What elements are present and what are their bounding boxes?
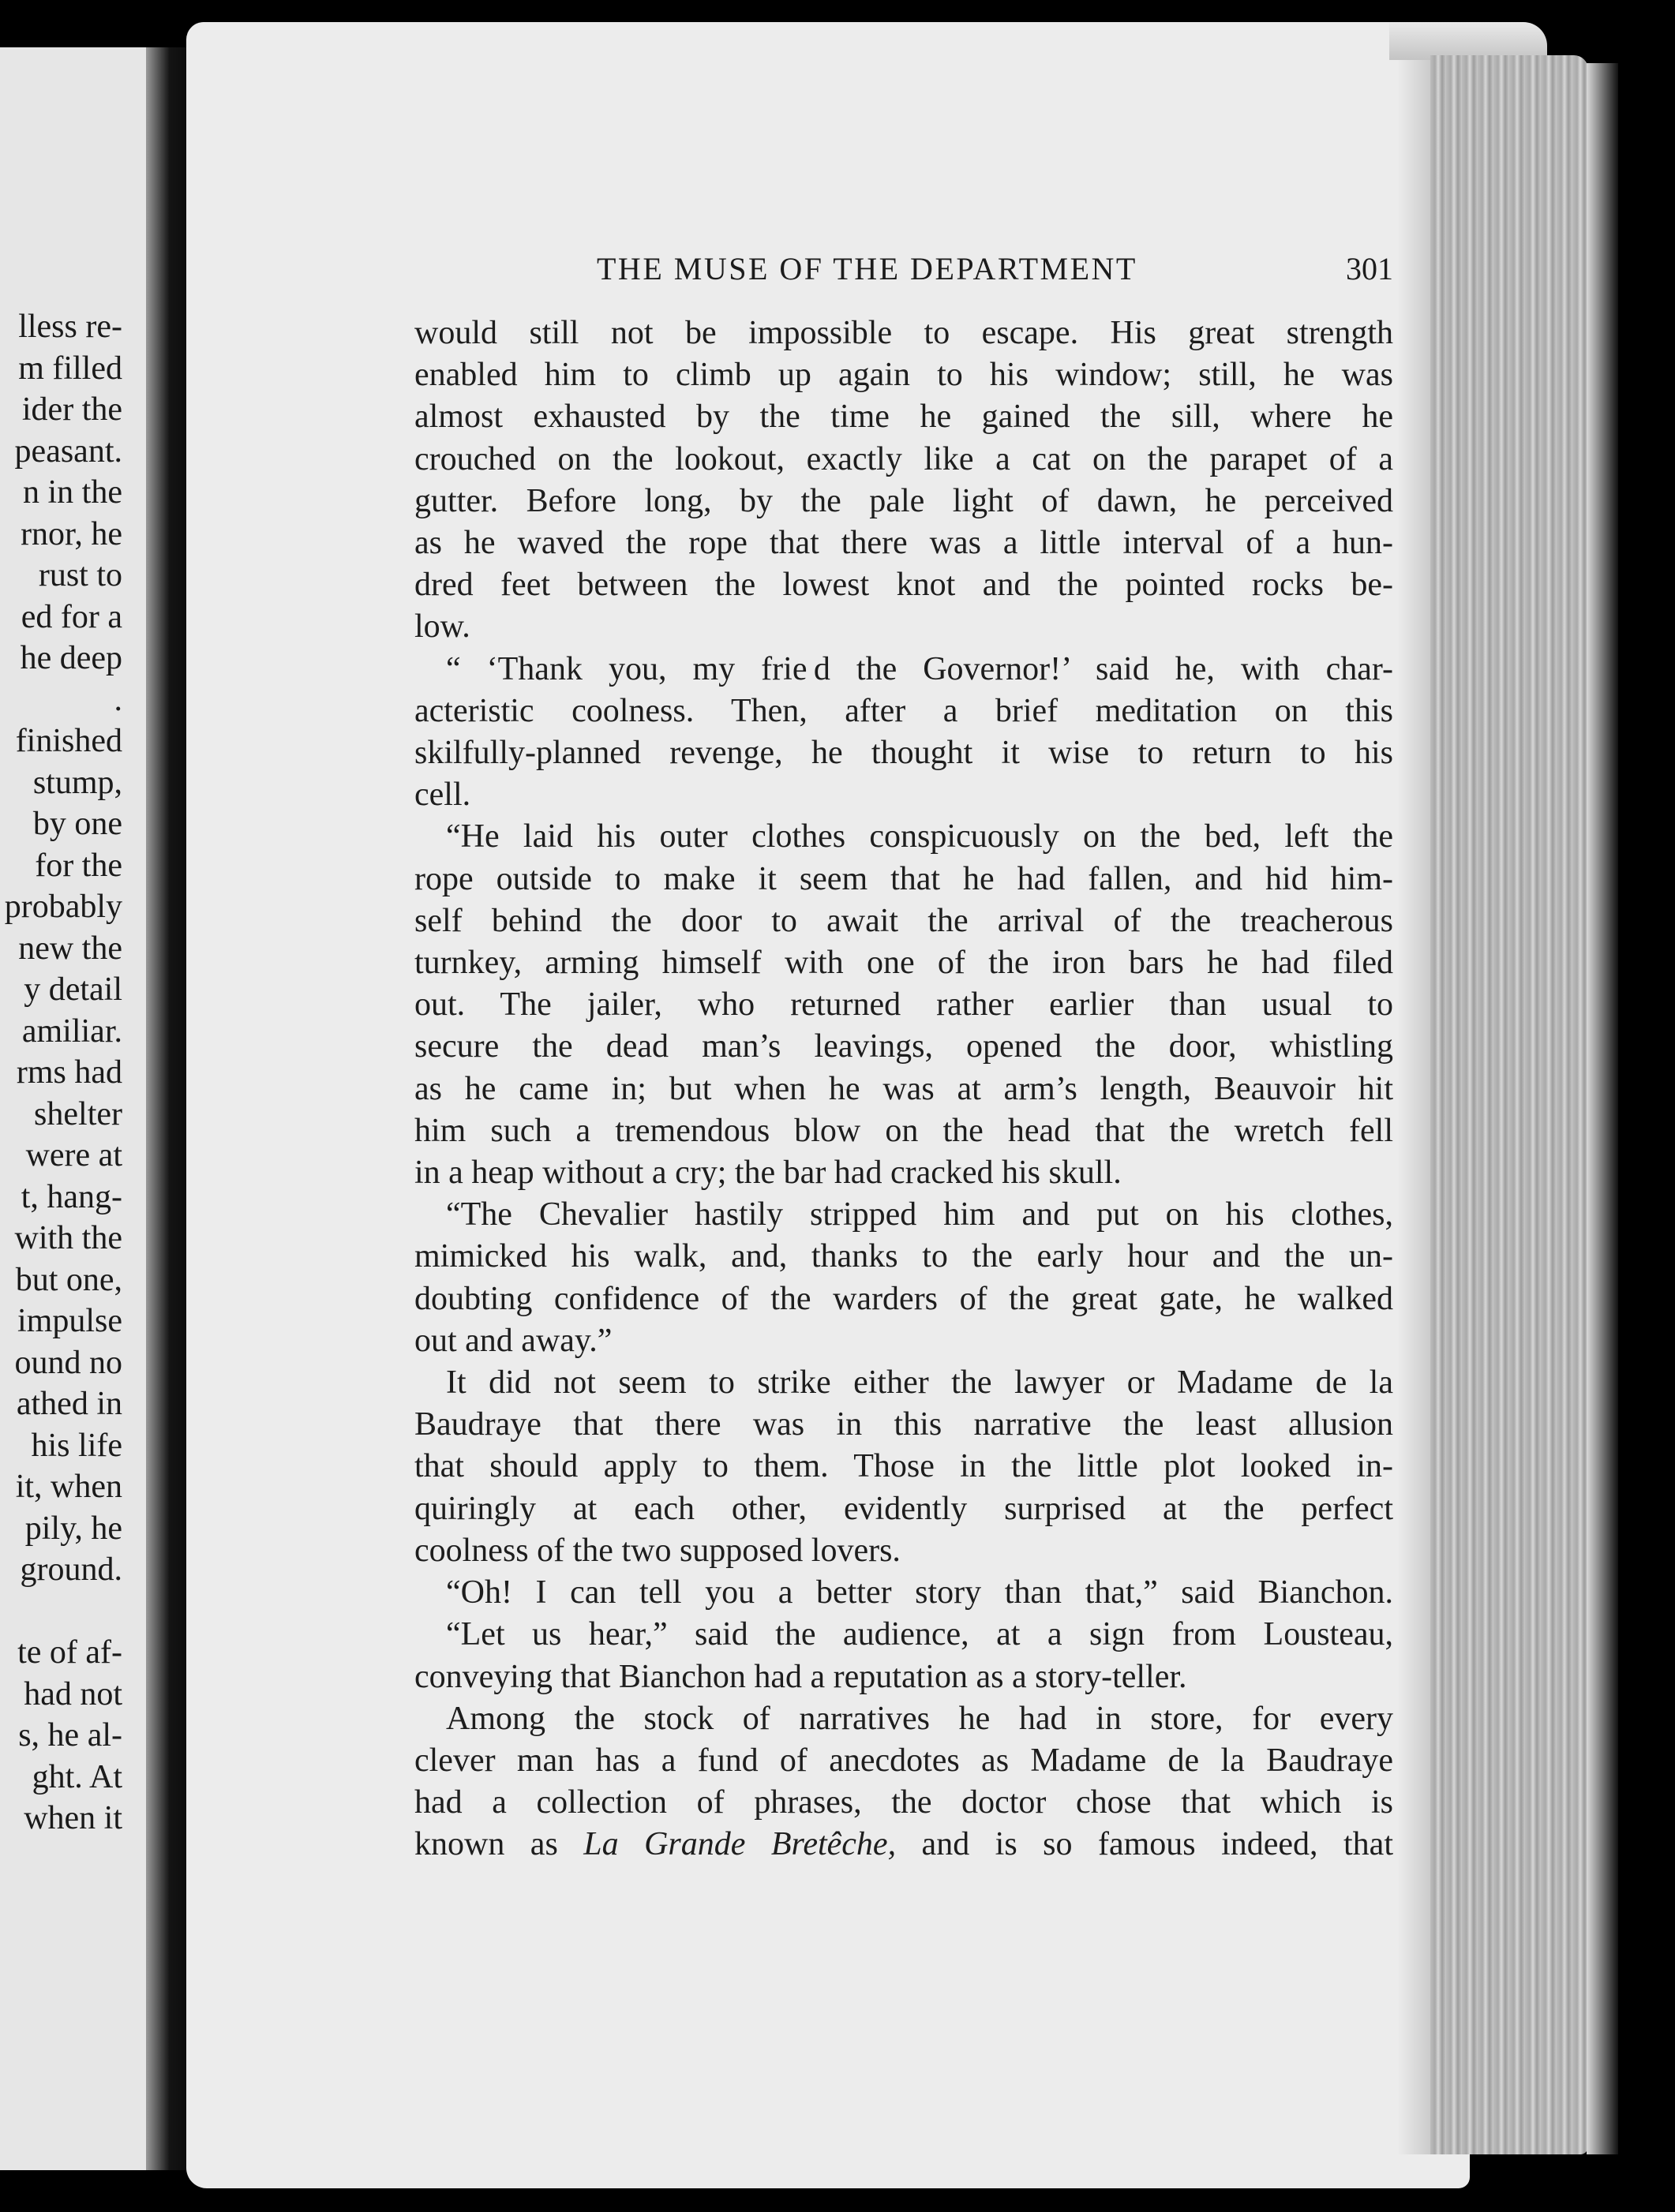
page-number: 301 xyxy=(1346,251,1393,286)
left-page-line: by one xyxy=(32,806,122,842)
text-line: out. The jailer, who returned rather earlier than usual to xyxy=(414,986,1393,1024)
page-body xyxy=(414,313,1393,1866)
text-line: out and away.” xyxy=(414,1322,613,1359)
left-facing-page xyxy=(0,47,158,2170)
text-line: “Let us hear,” said the audience, at a sign from Lousteau, xyxy=(446,1616,1393,1653)
left-page-line: m filled xyxy=(18,350,122,387)
text-line: that should apply to them. Those in the little plot looked in- xyxy=(414,1448,1393,1485)
text-line: skilfully-planned revenge, he thought it wise to return to his xyxy=(414,735,1393,772)
left-page-line: when it xyxy=(24,1800,122,1836)
left-page-line: stump, xyxy=(32,764,122,801)
left-page-line: his life xyxy=(31,1427,122,1464)
page-stack-top-edge xyxy=(1389,22,1547,60)
text-line: conveying that Bianchon had a reputation as a story-teller. xyxy=(414,1658,1187,1695)
left-page-line: te of af- xyxy=(17,1634,122,1671)
left-page-line: were at xyxy=(25,1137,122,1173)
text-line: him such a tremendous blow on the head that the wretch fell xyxy=(414,1112,1393,1149)
left-page-line: lless re- xyxy=(18,309,122,345)
left-page-line: had not xyxy=(24,1675,122,1712)
left-page-line: new the xyxy=(18,930,122,967)
left-page-line: t, hang- xyxy=(21,1178,122,1215)
left-page-line: he deep xyxy=(20,640,122,676)
left-page-line: ound no xyxy=(14,1344,122,1381)
text-line: “He laid his outer clothes conspicuously on the bed, left the xyxy=(446,818,1393,855)
left-page-line: for the xyxy=(35,847,122,884)
text-line: rope outside to make it seem that he had fallen, and hid him- xyxy=(414,860,1393,897)
left-page-line: but one, xyxy=(15,1261,122,1298)
text-line: enabled him to climb up again to his window; still, he was xyxy=(414,357,1393,394)
left-page-line: shelter xyxy=(34,1095,122,1132)
running-title: THE MUSE OF THE DEPARTMENT xyxy=(597,251,1137,286)
left-page-line: ed for a xyxy=(21,598,122,635)
text-line: secure the dead man’s leavings, opened the door, whistling xyxy=(414,1028,1393,1065)
book-cover-edge xyxy=(1587,63,1618,2154)
text-line: “ ‘Thank you, my frie d the Governor!’ said he, with char- xyxy=(446,650,1393,687)
left-page-line: impulse xyxy=(17,1303,122,1339)
left-page-line: amiliar. xyxy=(21,1012,122,1050)
page-301 xyxy=(186,22,1470,2188)
page-stack-edges xyxy=(1430,55,1588,2154)
left-page-line: rust to xyxy=(38,557,122,593)
left-page-line: ground. xyxy=(20,1551,122,1588)
text-line: clever man has a fund of anecdotes as Madame de la Baudraye xyxy=(414,1742,1393,1779)
text-line: dred feet between the lowest knot and the pointed rocks be- xyxy=(414,567,1393,604)
text-line: self behind the door to await the arrival of the treacherous xyxy=(414,902,1393,939)
text-run: known as xyxy=(414,1826,584,1863)
left-page-line: athed in xyxy=(16,1386,122,1422)
left-page-line: peasant. xyxy=(14,432,122,470)
left-page-line: finished xyxy=(15,723,122,759)
left-page-text-fragment xyxy=(0,306,122,1840)
text-line: almost exhausted by the time he gained the sill, where he xyxy=(414,399,1393,436)
book-title-italic: La Grande Bretêche, xyxy=(583,1826,897,1863)
text-line: would still not be impossible to escape. His great strength xyxy=(414,315,1393,351)
text-line: gutter. Before long, by the pale light of dawn, he perceived xyxy=(414,482,1393,519)
left-page-line: rnor, he xyxy=(21,515,122,552)
text-line: acteristic coolness. Then, after a brief meditation on this xyxy=(414,692,1393,729)
text-line: had a collection of phrases, the doctor chose that which is xyxy=(414,1784,1393,1821)
left-page-line xyxy=(0,1591,122,1633)
text-line: Among the stock of narratives he had in store, for every xyxy=(446,1700,1393,1737)
left-page-line: . xyxy=(114,681,122,718)
left-page-line: s, he al- xyxy=(18,1717,122,1754)
text-line: crouched on the lookout, exactly like a cat on the parapet of a xyxy=(414,440,1393,477)
text-line: It did not seem to strike either the lawyer or Madame de la xyxy=(446,1364,1393,1402)
left-page-line: pily, he xyxy=(24,1510,122,1547)
left-page-line: probably xyxy=(4,889,122,925)
text-line: cell. xyxy=(414,777,471,814)
text-line: “The Chevalier hastily stripped him and put on his clothes, xyxy=(446,1196,1393,1233)
text-line: Baudraye that there was in this narrative the least allusion xyxy=(414,1406,1393,1443)
text-line: coolness of the two supposed lovers. xyxy=(414,1532,901,1569)
text-line: low. xyxy=(414,608,470,646)
text-line: as he came in; but when he was at arm’s length, Beauvoir hit xyxy=(414,1070,1393,1107)
left-page-line: it, when xyxy=(15,1469,122,1505)
text-line: mimicked his walk, and, thanks to the early hour and the un- xyxy=(414,1238,1393,1275)
text-line xyxy=(414,1824,1393,1866)
left-page-line: n in the xyxy=(23,474,122,511)
left-page-line: with the xyxy=(14,1220,122,1256)
left-page-line: ider the xyxy=(21,391,122,428)
left-page-line: ght. At xyxy=(32,1758,122,1795)
text-line: as he waved the rope that there was a little interval of a hun- xyxy=(414,525,1393,562)
text-run: and is so famous indeed, that xyxy=(896,1826,1393,1863)
running-header xyxy=(597,250,1393,287)
text-line: turnkey, arming himself with one of the iron bars he had filed xyxy=(414,945,1393,982)
text-line: “Oh! I can tell you a better story than that,” said Bianchon. xyxy=(446,1574,1393,1611)
text-line: quiringly at each other, evidently surprised at the perfect xyxy=(414,1490,1393,1527)
left-page-line: y detail xyxy=(24,971,122,1008)
left-page-line: rms had xyxy=(16,1054,122,1091)
text-line: in a heap without a cry; the bar had cracked his skull. xyxy=(414,1155,1122,1192)
text-line: doubting confidence of the warders of the great gate, he walked xyxy=(414,1280,1393,1317)
